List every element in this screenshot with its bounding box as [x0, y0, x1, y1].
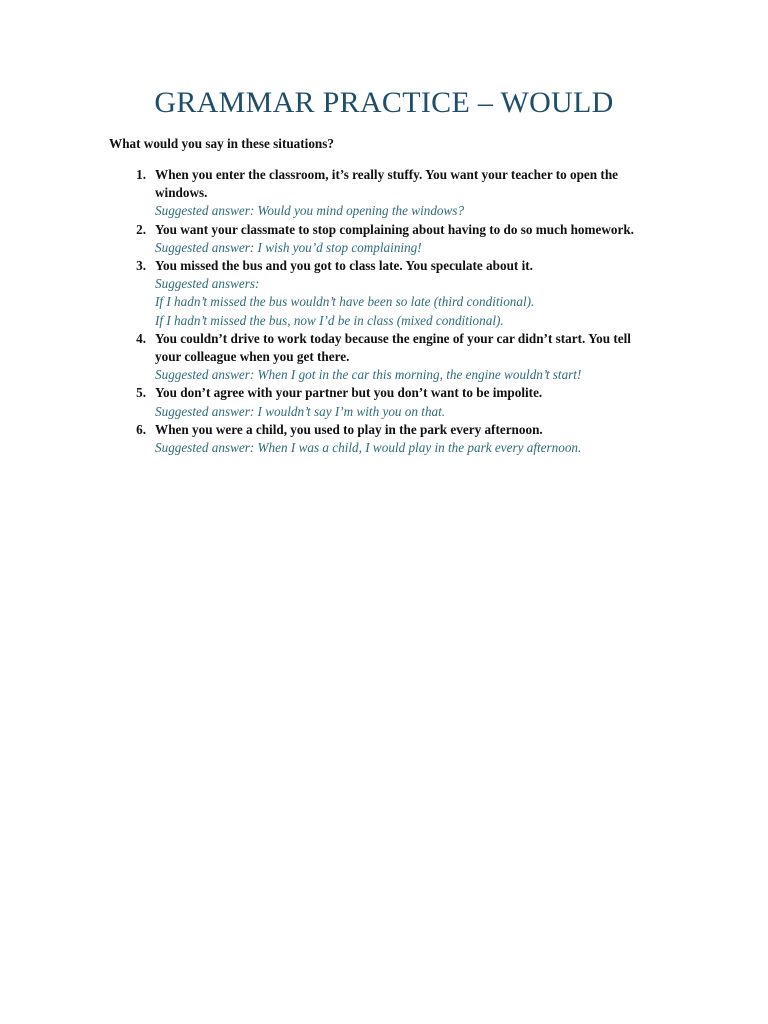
- list-item: [0, 221, 768, 257]
- suggested-answer: If I hadn’t missed the bus, now I’d be in class (mixed conditional).: [155, 312, 504, 328]
- question-list: [0, 166, 768, 457]
- item-body: [155, 384, 660, 420]
- intro-question: What would you say in these situations?: [109, 136, 334, 151]
- suggested-answer: Suggested answer: I wouldn’t say I’m with you on that.: [155, 403, 446, 419]
- situation-text: You don’t agree with your partner but you don’t want to be impolite.: [155, 385, 543, 401]
- suggested-answer: Suggested answer: Would you mind opening the windows?: [155, 203, 465, 219]
- item-number: 4.: [136, 330, 146, 346]
- item-body: [155, 166, 660, 221]
- item-number: 5.: [136, 385, 146, 401]
- page-title: GRAMMAR PRACTICE – WOULD: [154, 86, 614, 119]
- item-number: 1.: [136, 167, 146, 182]
- situation-text: When you enter the classroom, it’s really stuffy. You want your teacher to open the windows.: [155, 167, 619, 201]
- list-item: [0, 330, 768, 385]
- suggested-answers-label: Suggested answers:: [155, 276, 260, 292]
- item-body: [155, 421, 660, 457]
- item-number: 2.: [136, 221, 146, 237]
- list-item: [0, 166, 768, 221]
- list-item: [0, 257, 768, 330]
- situation-text: You couldn’t drive to work today because the engine of your car didn’t start. You tell your colleague when you get there.: [155, 330, 631, 365]
- item-number: 3.: [136, 258, 146, 274]
- suggested-answer: Suggested answer: I wish you’d stop complaining!: [155, 239, 422, 255]
- suggested-answer: Suggested answer: When I got in the car this morning, the engine wouldn’t start!: [155, 367, 582, 383]
- item-body: [155, 221, 660, 257]
- item-body: [155, 330, 660, 385]
- situation-text: You missed the bus and you got to class late. You speculate about it.: [155, 258, 533, 274]
- situation-text: You want your classmate to stop complaining about having to do so much homework.: [155, 221, 634, 237]
- suggested-answer: If I hadn’t missed the bus wouldn’t have been so late (third conditional).: [155, 294, 535, 310]
- suggested-answer: Suggested answer: When I was a child, I would play in the park every afternoon.: [155, 440, 582, 456]
- item-body: [155, 257, 660, 330]
- situation-text: When you were a child, you used to play in the park every afternoon.: [155, 421, 543, 437]
- item-number: 6.: [136, 421, 146, 437]
- list-item: [0, 384, 768, 420]
- list-item: [0, 421, 768, 457]
